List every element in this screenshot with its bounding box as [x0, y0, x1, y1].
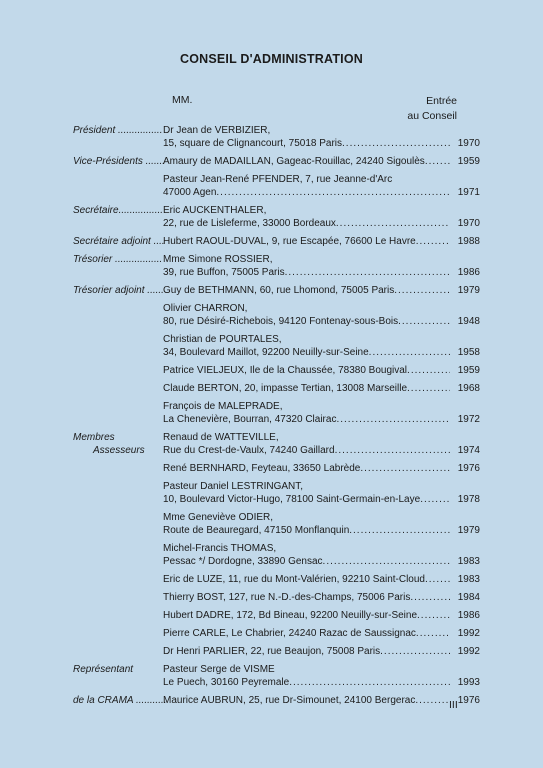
member-entry-line	[163, 444, 450, 457]
member-entry-line	[163, 627, 450, 640]
member-entry-line	[163, 694, 450, 707]
member-entry-text: La Chenevière, Bourran, 47320 Clairac	[163, 414, 337, 425]
year-joined: 1979	[457, 285, 480, 296]
year-joined: 1983	[457, 556, 480, 567]
member-entry-text: Mme Simone ROSSIER,	[163, 254, 273, 265]
role-label	[0, 480, 163, 506]
member-entry-line	[163, 124, 450, 137]
member-row	[0, 609, 543, 622]
year-joined: 1992	[457, 646, 480, 657]
member-entry-line	[163, 137, 450, 150]
member-entry	[163, 573, 450, 586]
member-entry-text: Pessac */ Dordogne, 33890 Gensac	[163, 556, 323, 567]
member-entry-text: 39, rue Buffon, 75005 Paris	[163, 267, 285, 278]
member-entry	[163, 663, 450, 689]
year-joined: 1970	[457, 138, 480, 149]
member-entry	[163, 155, 450, 168]
role-label-line: Représentant	[73, 664, 134, 675]
member-entry-line	[163, 186, 450, 199]
member-entry-line	[163, 573, 450, 586]
leader-dots	[407, 382, 450, 395]
year-joined: 1976	[457, 695, 480, 706]
role-label-line: Vice-Présidents .......	[73, 156, 166, 167]
member-row	[0, 284, 543, 297]
leader-dots	[416, 235, 450, 248]
year-joined: 1972	[457, 414, 480, 425]
role-label-line: Trésorier adjoint ......	[73, 285, 164, 296]
member-entry-line	[163, 676, 450, 689]
header-mm: MM.	[172, 94, 193, 106]
member-entry-text: Olivier CHARRON,	[163, 303, 248, 314]
year-joined: 1958	[457, 347, 480, 358]
role-label	[0, 333, 163, 359]
member-entry-text: Mme Geneviève ODIER,	[163, 512, 274, 523]
year-joined: 1986	[457, 610, 480, 621]
leader-dots	[380, 645, 450, 658]
member-entry-line	[163, 173, 450, 186]
member-entry-line	[163, 217, 450, 230]
role-label	[0, 284, 163, 297]
member-entry-text: 15, square de Clignancourt, 75018 Paris	[163, 138, 343, 149]
member-entry-text: Patrice VIELJEUX, Ile de la Chaussée, 78380 Bougival	[163, 365, 408, 376]
member-row	[0, 645, 543, 658]
member-entry	[163, 400, 450, 426]
member-entry-line	[163, 346, 450, 359]
role-label	[0, 462, 163, 475]
leader-dots	[336, 413, 450, 426]
leader-dots	[335, 444, 450, 457]
year-joined: 1978	[457, 494, 480, 505]
leader-dots	[369, 346, 450, 359]
member-row	[0, 400, 543, 426]
member-entry-text: Claude BERTON, 20, impasse Tertian, 13008 Marseille	[163, 383, 408, 394]
role-label-line: Trésorier .................	[73, 254, 163, 265]
member-entry	[163, 284, 450, 297]
year-joined: 1988	[457, 236, 480, 247]
member-entry	[163, 591, 450, 604]
member-entry-line	[163, 315, 450, 328]
member-entry	[163, 364, 450, 377]
role-label	[0, 645, 163, 658]
leader-dots	[216, 186, 450, 199]
member-entry-text: Dr Henri PARLIER, 22, rue Beaujon, 75008 Paris	[163, 646, 381, 657]
role-label	[0, 302, 163, 328]
member-entry-line	[163, 511, 450, 524]
role-label	[0, 542, 163, 568]
leader-dots	[398, 315, 450, 328]
member-entry-text: Christian de POURTALES,	[163, 334, 282, 345]
leader-dots	[425, 155, 450, 168]
role-label	[0, 573, 163, 586]
role-label	[0, 155, 166, 168]
year-joined: 1959	[457, 156, 480, 167]
page-number: III	[449, 699, 458, 711]
member-entry-line	[163, 302, 450, 315]
role-label	[0, 382, 163, 395]
year-joined: 1984	[457, 592, 480, 603]
member-row	[0, 573, 543, 586]
member-row	[0, 462, 543, 475]
member-entry-text: Amaury de MADAILLAN, Gageac-Rouillac, 24240 Sigoulès	[163, 156, 425, 167]
leader-dots	[394, 284, 450, 297]
member-entry-line	[163, 609, 450, 622]
role-label-line: Membres	[73, 432, 115, 443]
role-label-line: Président ................	[73, 125, 163, 136]
member-entry-text: François de MALEPRADE,	[163, 401, 283, 412]
role-label	[0, 694, 167, 707]
member-entry-text: 47000 Agen	[163, 187, 217, 198]
member-entry	[163, 511, 450, 537]
member-row	[0, 694, 543, 707]
member-entry-text: Dr Jean de VERBIZIER,	[163, 125, 271, 136]
member-entry-text: Eric AUCKENTHALER,	[163, 205, 267, 216]
leader-dots	[415, 694, 450, 707]
member-entry-text: Eric de LUZE, 11, rue du Mont-Valérien, 92210 Saint-Cloud	[163, 574, 425, 585]
member-row	[0, 431, 543, 457]
member-entry-line	[163, 591, 450, 604]
member-row	[0, 302, 543, 328]
member-entry-text: Hubert DADRE, 172, Bd Bineau, 92200 Neuilly-sur-Seine	[163, 610, 418, 621]
member-entry-line	[163, 204, 450, 217]
year-joined: 1976	[457, 463, 480, 474]
member-entry-line	[163, 524, 450, 537]
member-entry-text: 22, rue de Lisleferme, 33000 Bordeaux	[163, 218, 336, 229]
member-entry-line	[163, 663, 450, 676]
member-entry	[163, 204, 450, 230]
leader-dots	[323, 555, 450, 568]
leader-dots	[407, 364, 450, 377]
member-entry-line	[163, 493, 450, 506]
member-row	[0, 364, 543, 377]
year-joined: 1968	[457, 383, 480, 394]
year-joined: 1993	[457, 677, 480, 688]
year-joined: 1959	[457, 365, 480, 376]
member-row	[0, 591, 543, 604]
member-entry	[163, 235, 450, 248]
member-entry-line	[163, 266, 450, 279]
year-joined: 1992	[457, 628, 480, 639]
member-entry	[163, 480, 450, 506]
member-entry-text: Rue du Crest-de-Vaulx, 74240 Gaillard	[163, 445, 335, 456]
member-row	[0, 333, 543, 359]
member-entry-text: Pasteur Daniel LESTRINGANT,	[163, 481, 304, 492]
member-entry-text: Pierre CARLE, Le Chabrier, 24240 Razac de Saussignac	[163, 628, 416, 639]
role-label	[0, 173, 163, 199]
member-row	[0, 155, 543, 168]
member-row	[0, 542, 543, 568]
member-row	[0, 124, 543, 150]
leader-dots	[349, 524, 450, 537]
role-label-line: Assesseurs	[93, 445, 145, 456]
member-entry	[163, 431, 450, 457]
member-row	[0, 627, 543, 640]
role-label-line: Secrétaire adjoint ....	[73, 236, 165, 247]
member-entry-line	[163, 400, 450, 413]
member-row	[0, 253, 543, 279]
member-entry-text: Pasteur Jean-René PFENDER, 7, rue Jeanne-d'Arc	[163, 174, 393, 185]
member-entry	[163, 302, 450, 328]
member-entry-line	[163, 542, 450, 555]
member-entry-text: Route de Beauregard, 47150 Monflanquin	[163, 525, 350, 536]
member-entry	[163, 462, 450, 475]
year-joined: 1948	[457, 316, 480, 327]
member-entry-line	[163, 431, 450, 444]
year-joined: 1970	[457, 218, 480, 229]
member-entry-text: Renaud de WATTEVILLE,	[163, 432, 279, 443]
leader-dots	[416, 627, 450, 640]
member-entry-text: Pasteur Serge de VISME	[163, 664, 275, 675]
member-entry-line	[163, 555, 450, 568]
member-entry-line	[163, 253, 450, 266]
member-entry-line	[163, 155, 450, 168]
member-entry-line	[163, 462, 450, 475]
member-entry-text: René BERNHARD, Feyteau, 33650 Labrède	[163, 463, 361, 474]
year-joined: 1974	[457, 445, 480, 456]
header-entree-line1: Entrée	[426, 95, 457, 107]
year-joined: 1971	[457, 187, 480, 198]
year-joined: 1979	[457, 525, 480, 536]
leader-dots	[342, 137, 450, 150]
member-entry	[163, 627, 450, 640]
role-label	[0, 431, 163, 457]
member-entry-text: 80, rue Désiré-Richebois, 94120 Fontenay-sous-Bois	[163, 316, 399, 327]
role-label	[0, 511, 163, 537]
leader-dots	[289, 676, 450, 689]
role-label	[0, 609, 163, 622]
leader-dots	[417, 609, 450, 622]
member-entry-line	[163, 333, 450, 346]
role-label	[0, 663, 163, 689]
role-label	[0, 591, 163, 604]
member-list	[0, 124, 543, 712]
member-row	[0, 480, 543, 506]
member-entry	[163, 645, 450, 658]
member-entry-line	[163, 382, 450, 395]
leader-dots	[285, 266, 450, 279]
role-label	[0, 204, 163, 230]
member-entry	[163, 124, 450, 150]
member-entry-line	[163, 413, 450, 426]
member-entry	[163, 333, 450, 359]
role-label	[0, 400, 163, 426]
member-entry	[163, 609, 450, 622]
role-label-line: de la CRAMA ...........	[73, 695, 167, 706]
member-entry-text: Michel-Francis THOMAS,	[163, 543, 277, 554]
member-row	[0, 204, 543, 230]
leader-dots	[336, 217, 450, 230]
member-row	[0, 663, 543, 689]
member-entry-text: Le Puech, 30160 Peyremale	[163, 677, 290, 688]
role-label	[0, 627, 163, 640]
header-entree	[407, 94, 457, 124]
member-entry-line	[163, 284, 450, 297]
member-entry	[163, 382, 450, 395]
leader-dots	[360, 462, 450, 475]
member-entry-line	[163, 480, 450, 493]
member-entry	[163, 694, 450, 707]
page-title: CONSEIL D'ADMINISTRATION	[179, 52, 363, 66]
member-row	[0, 173, 543, 199]
member-entry-text: Guy de BETHMANN, 60, rue Lhomond, 75005 Paris	[163, 285, 395, 296]
role-label	[0, 124, 163, 150]
header-entree-line2: au Conseil	[407, 110, 457, 122]
role-label	[0, 235, 163, 248]
member-row	[0, 511, 543, 537]
member-entry-text: Hubert RAOUL-DUVAL, 9, rue Escapée, 76600 Le Havre	[163, 236, 416, 247]
role-label	[0, 364, 163, 377]
role-label	[0, 253, 163, 279]
member-entry-text: Thierry BOST, 127, rue N.-D.-des-Champs, 75006 Paris	[163, 592, 411, 603]
member-entry-line	[163, 364, 450, 377]
role-label-line: Secrétaire................	[73, 205, 164, 216]
leader-dots	[420, 493, 450, 506]
member-entry	[163, 542, 450, 568]
member-entry-line	[163, 235, 450, 248]
member-row	[0, 382, 543, 395]
member-row	[0, 235, 543, 248]
member-entry-line	[163, 645, 450, 658]
member-entry-text: 10, Boulevard Victor-Hugo, 78100 Saint-Germain-en-Laye	[163, 494, 421, 505]
member-entry	[163, 173, 450, 199]
year-joined: 1986	[457, 267, 480, 278]
year-joined: 1983	[457, 574, 480, 585]
leader-dots	[410, 591, 450, 604]
leader-dots	[425, 573, 450, 586]
member-entry	[163, 253, 450, 279]
member-entry-text: 34, Boulevard Maillot, 92200 Neuilly-sur-Seine	[163, 347, 369, 358]
member-entry-text: Maurice AUBRUN, 25, rue Dr-Simounet, 24100 Bergerac	[163, 695, 416, 706]
